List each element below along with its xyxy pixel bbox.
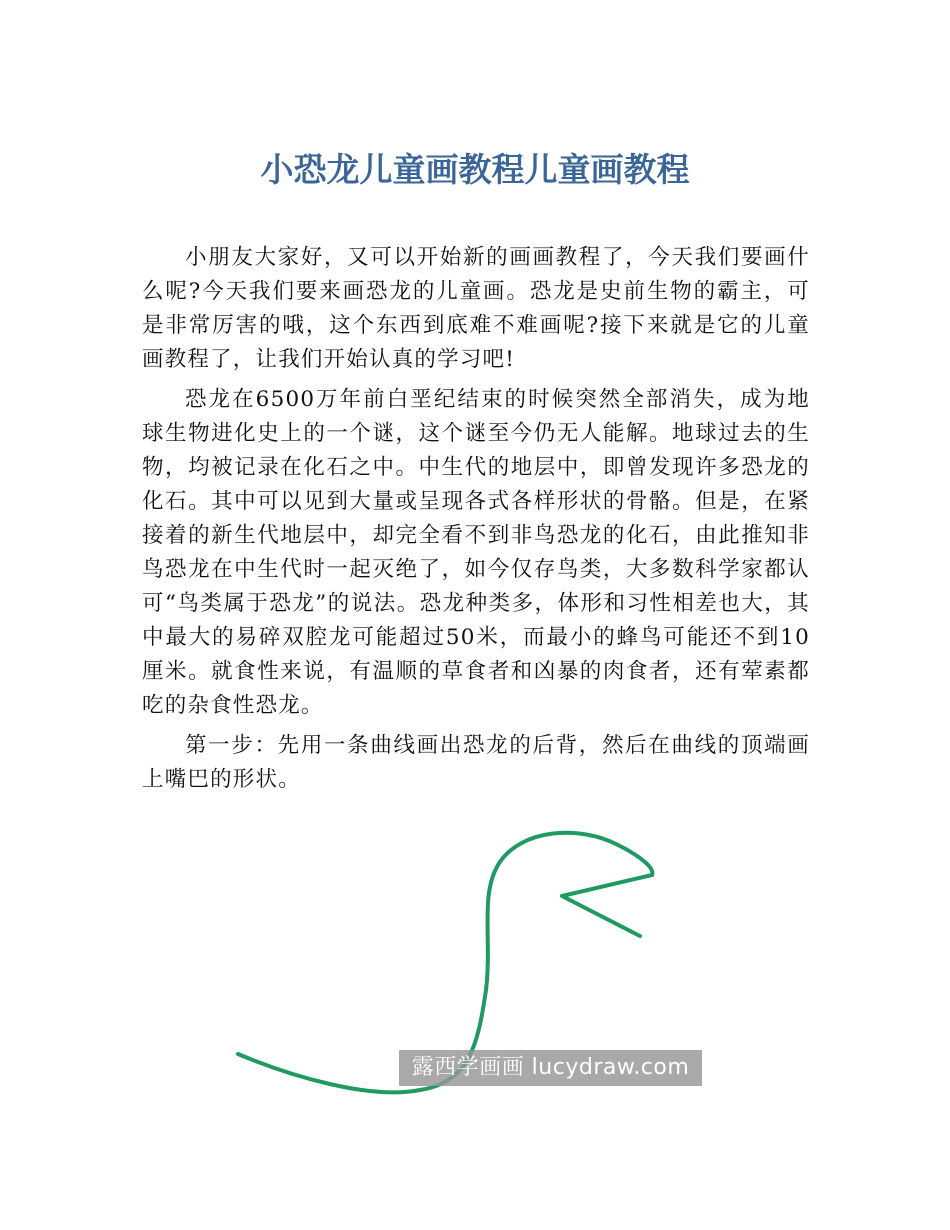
- article-body: [142, 241, 810, 803]
- site-watermark: 露西学画画 lucydraw.com: [399, 1050, 702, 1086]
- dinosaur-facts-paragraph: 恐龙在6500万年前白垩纪结束的时候突然全部消失，成为地球生物进化史上的一个谜，这个谜至今仍无人能解。地球过去的生物，均被记录在化石之中。中生代的地层中，即曾发现许多恐龙的化石。其中可以见到大量或呈现各式各样形状的骨骼。但是，在紧接着的新生代地层中，却完全看不到非鸟恐龙的化石，由此推知非鸟恐龙在中生代时一起灭绝了，如今仅存鸟类，大多数科学家都认可“鸟类属于恐龙”的说法。恐龙种类多，体形和习性相差也大，其中最大的易碎双腔龙可能超过50米，而最小的蜂鸟可能还不到10厘米。就食性来说，有温顺的草食者和凶暴的肉食者，还有荤素都吃的杂食性恐龙。: [142, 387, 810, 718]
- document-title: 小恐龙儿童画教程儿童画教程: [260, 150, 690, 189]
- step-one-paragraph: 第一步：先用一条曲线画出恐龙的后背，然后在曲线的顶端画上嘴巴的形状。: [142, 733, 810, 792]
- dinosaur-mouth-shape: [562, 875, 652, 936]
- intro-paragraph: 小朋友大家好，又可以开始新的画画教程了，今天我们要画什么呢?今天我们要来画恐龙的儿童画。恐龙是史前生物的霸主，可是非常厉害的哦，这个东西到底难不难画呢?接下来就是它的儿童画教程了，让我们开始认真的学习吧!: [142, 245, 810, 372]
